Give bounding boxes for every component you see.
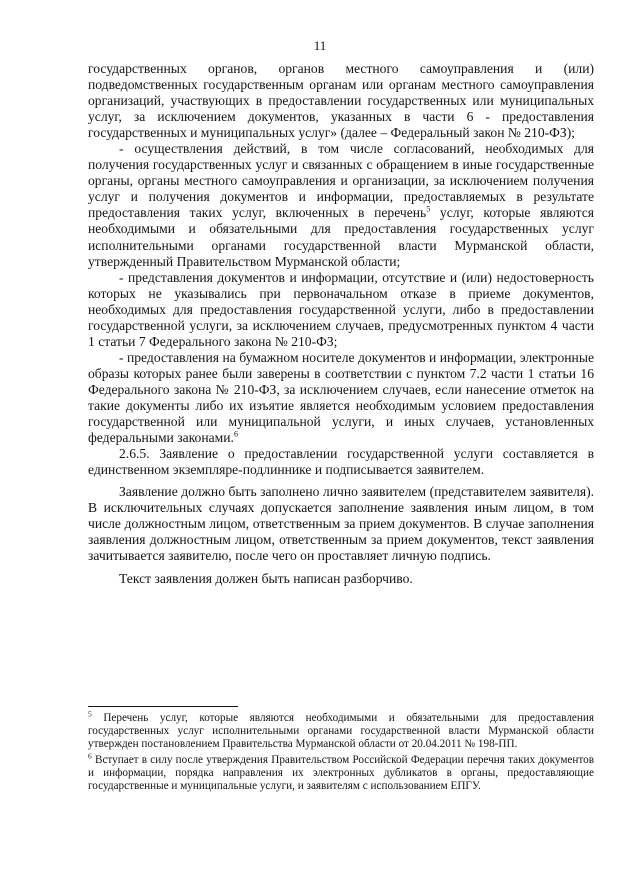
paragraph-documents: - представления документов и информации, отсутствие и (или) недостоверность которых не указывались при первоначальном отказе в приеме документов, необходимых для предоставления государственной услуги, либо в предоставлении государственной услуги, за исключением случаев, предусмотренных пунктом 4 части 1 статьи 7 Федерального закона № 210-ФЗ; bbox=[88, 269, 594, 349]
footnote-5-text: Перечень услуг, которые являются необходимыми и обязательными для предоставления государственных услуг исполнительными органами государственной власти Мурманской области утвержден постановлением Правительства Мурманской области от 20.04.2011 № 198-ПП. bbox=[88, 712, 594, 751]
footnote-separator bbox=[88, 706, 238, 707]
paragraph-actions bbox=[88, 141, 594, 269]
paragraph-actions-text-end: услуг, которые являются необходимыми и обязательными для предоставления государственных услуг исполнительными органами государственной власти Мурманской области, утвержденный Правительством Мурманской области; bbox=[88, 205, 595, 269]
paragraph-continuation: государственных органов, органов местного самоуправления и (или) подведомственных государственным органам или органам местного самоуправления организаций, участвующих в предоставлении государственных или муниципальных услуг, за исключением документов, указанных в части 6 - предоставления государственных и муниципальных услуг» (далее – Федеральный закон № 210-ФЗ); bbox=[88, 61, 594, 141]
paragraph-legible: Текст заявления должен быть написан разборчиво. bbox=[119, 571, 413, 587]
footnote-5 bbox=[88, 709, 594, 751]
footnote-ref-6: 6 bbox=[233, 429, 238, 439]
main-text bbox=[88, 61, 594, 588]
paragraph-paper-copies-text: - предоставления на бумажном носителе документов и информации, электронные образы которых ранее были заверены в соответствии с пунктом 7.2 части 1 статьи 16 Федерального закона № 210-ФЗ, за исключением случаев, если нанесение отметок на такие документы либо их изъятие является необходимым условием предоставления государственной или муниципальной услуги, и иных случаев, установленных федеральными законами. bbox=[88, 349, 594, 446]
footnote-6-mark: 6 bbox=[88, 751, 92, 761]
footnote-ref-5: 5 bbox=[426, 204, 431, 214]
paragraph-paper-copies bbox=[88, 350, 594, 446]
paragraph-filling: Заявление должно быть заполнено лично заявителем (представителем заявителя). В исключительных случаях допускается заполнение заявления иным лицом, в том числе должностным лицом, ответственным за прием документов. В случае заполнения заявления должностным лицом, ответственным за прием документов, текст заявления зачитывается заявителю, после чего он проставляет личную подпись. bbox=[88, 484, 594, 564]
paragraph-2-6-5: 2.6.5. Заявление о предоставлении государственной услуги составляется в единственном экземпляре-подлиннике и подписывается заявителем. bbox=[88, 446, 594, 478]
footnote-6-text: Вступает в силу после утверждения Правительством Российской Федерации перечня таких документов и информации, порядка направления их электронных дубликатов в органы, предоставляющие государственные и муниципальные услуги, и заявителям с использованием ЕПГУ. bbox=[88, 754, 594, 793]
footnote-5-mark: 5 bbox=[88, 709, 92, 719]
footnotes bbox=[88, 709, 594, 797]
footnote-6 bbox=[88, 751, 594, 793]
paragraph-actions-text: - осуществления действий, в том числе согласований, необходимых для получения государственных услуг и связанных с обращением в иные государственные органы, органы местного самоуправления и организации, за исключением получения услуг и получения документов и информации, предоставляемых в результате предоставления таких услуг, включенных в перечень bbox=[88, 141, 594, 221]
page-number: 11 bbox=[313, 38, 327, 53]
